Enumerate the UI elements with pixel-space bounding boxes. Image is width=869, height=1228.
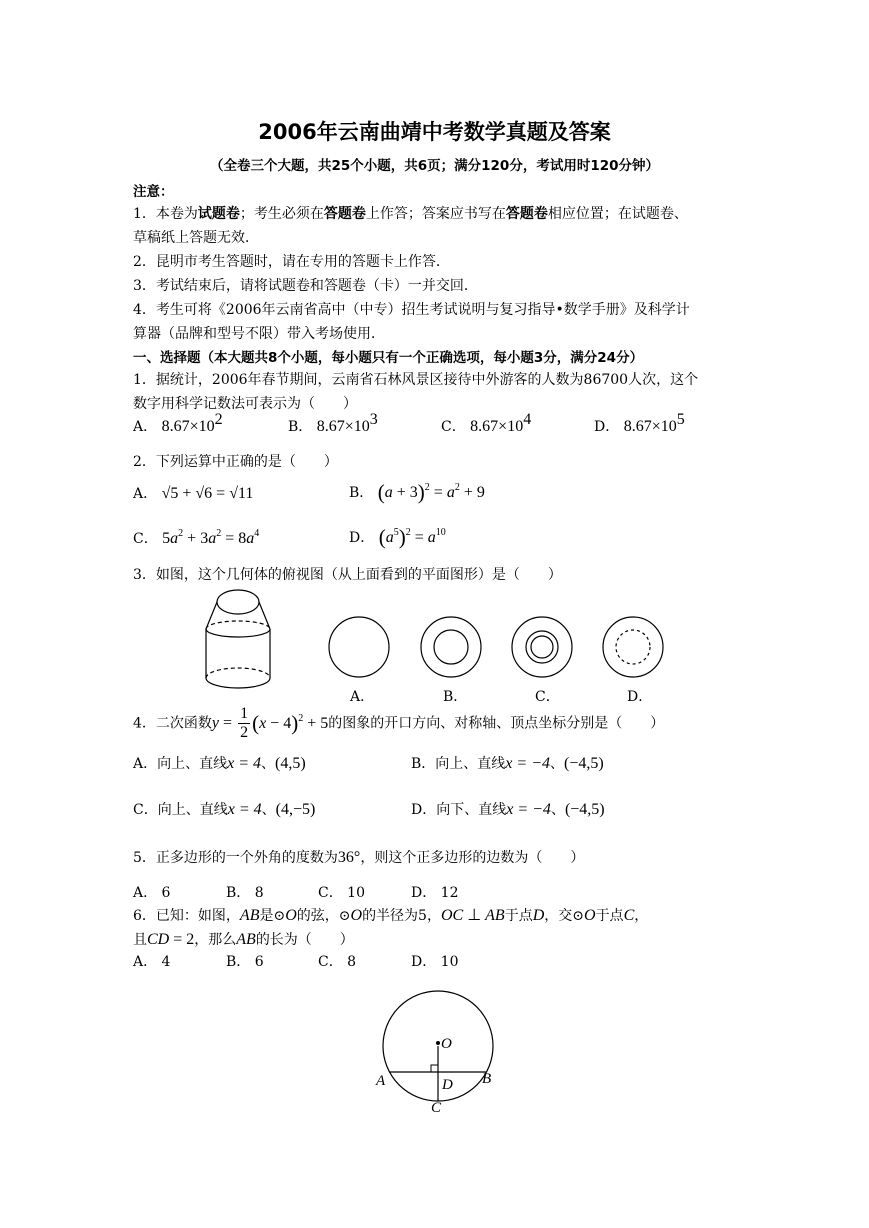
q2-option-b: B． $(a + 3)^2 = a^2 + 9$ — [349, 480, 485, 504]
notes-heading: 注意： — [133, 184, 174, 200]
q5-stem: 5．正多边形的一个外角的度数为36°，则这个正多边形的边数为（ ） — [133, 849, 585, 866]
q1-option-b: B． $8.67\times 10^3$ — [288, 411, 378, 435]
note-2: 2．昆明市考生答题时，请在专用的答题卡上作答． — [133, 254, 450, 270]
option-d-rings — [603, 617, 663, 677]
section-heading: 一、选择题（本大题共8个小题，每小题只有一个正确选项，每小题3分，满分24分） — [133, 350, 644, 366]
q4-option-a: A．向上、直线x = 4、(4,5) — [133, 755, 306, 772]
q6-option-d: D． 10 — [411, 954, 459, 970]
q6-circle-figure — [370, 990, 510, 1120]
q3-stem: 3．如图，这个几何体的俯视图（从上面看到的平面图形）是（ ） — [133, 567, 562, 583]
frustum-solid — [206, 590, 270, 688]
option-a-circle — [329, 617, 389, 677]
q3-option-c: C． — [535, 689, 560, 705]
q2-stem: 2．下列运算中正确的是（ ） — [133, 454, 338, 470]
q1-option-d: D． $8.67\times 10^5$ — [594, 411, 685, 435]
note-4-line2: 算器（品牌和型号不限）带入考场使用． — [133, 326, 385, 342]
q5-option-a: A． 6 — [133, 885, 171, 901]
note-1: 1．本卷为试题卷；考生必须在答题卷上作答；答案应书写在答题卷相应位置；在试题卷、 — [133, 206, 688, 222]
q3-option-b: B． — [443, 689, 468, 705]
q4-stem: 4．二次函数y = $\frac{1}{2}$ $(x - 4)^2 + 5$的图象的开口方向、对称轴、顶点坐标分别是（ ） — [133, 705, 665, 741]
q3-option-a: A． — [350, 689, 375, 705]
q6-stem: 6．已知：如图，AB是⊙O的弦，⊙O的半径为5，OC ⊥ AB于点D，交⊙O于点C， — [133, 907, 649, 924]
q3-option-d: D． — [627, 689, 653, 705]
note-3: 3．考试结束后，请将试题卷和答题卷（卡）一并交回． — [133, 278, 478, 294]
label-b: B — [482, 1071, 492, 1087]
q1-option-a: A． $8.67\times 10^2$ — [133, 411, 223, 435]
q2-option-a: A． √5 + √6 = √11 — [133, 485, 254, 502]
label-c: C — [431, 1100, 442, 1116]
q6-option-b: B． 6 — [226, 954, 264, 970]
right-angle-mark — [431, 1065, 438, 1072]
q4-option-d: D．向下、直线x = −4、(−4,5) — [411, 801, 605, 818]
label-a: A — [376, 1073, 386, 1089]
label-d: D — [442, 1077, 453, 1093]
q5-option-d: D． 12 — [411, 885, 459, 901]
q6-option-a: A． 4 — [133, 954, 171, 970]
exam-info: （全卷三个大题，共25个小题，共6页；满分120分，考试用时120分钟） — [209, 158, 660, 174]
option-c-rings — [512, 617, 572, 677]
q2-option-c: C． $5a^2 + 3a^2 = 8a^4$ — [133, 528, 260, 547]
note-4: 4．考生可将《2006年云南省高中（中专）招生考试说明与复习指导•数学手册》及科学计 — [133, 302, 690, 318]
q3-figures — [198, 586, 678, 706]
q1-stem-line2: 数字用科学记数法可表示为（ ） — [133, 396, 357, 412]
label-o: O — [441, 1036, 452, 1052]
option-b-rings — [421, 617, 481, 677]
q5-option-b: B． 8 — [226, 885, 264, 901]
q4-option-c: C．向上、直线x = 4、(4,−5) — [133, 801, 316, 818]
q5-option-c: C． 10 — [318, 885, 365, 901]
q1-option-c: C． $8.67\times 10^4$ — [441, 411, 532, 435]
q6-stem-line2: 且CD = 2，那么AB的长为（ ） — [133, 931, 354, 948]
q1-stem: 1．据统计，2006年春节期间，云南省石林风景区接待中外游客的人数为86700人次，这个 — [133, 372, 699, 388]
note-1-line2: 草稿纸上答题无效． — [133, 230, 259, 246]
q4-option-b: B．向上、直线x = −4、(−4,5) — [411, 755, 604, 772]
q6-option-c: C． 8 — [318, 954, 357, 970]
center-point — [436, 1041, 440, 1045]
q2-option-d: D． $(a^5)^2 = a^{10}$ — [349, 525, 446, 549]
page-title: 2006年云南曲靖中考数学真题及答案 — [258, 120, 611, 144]
